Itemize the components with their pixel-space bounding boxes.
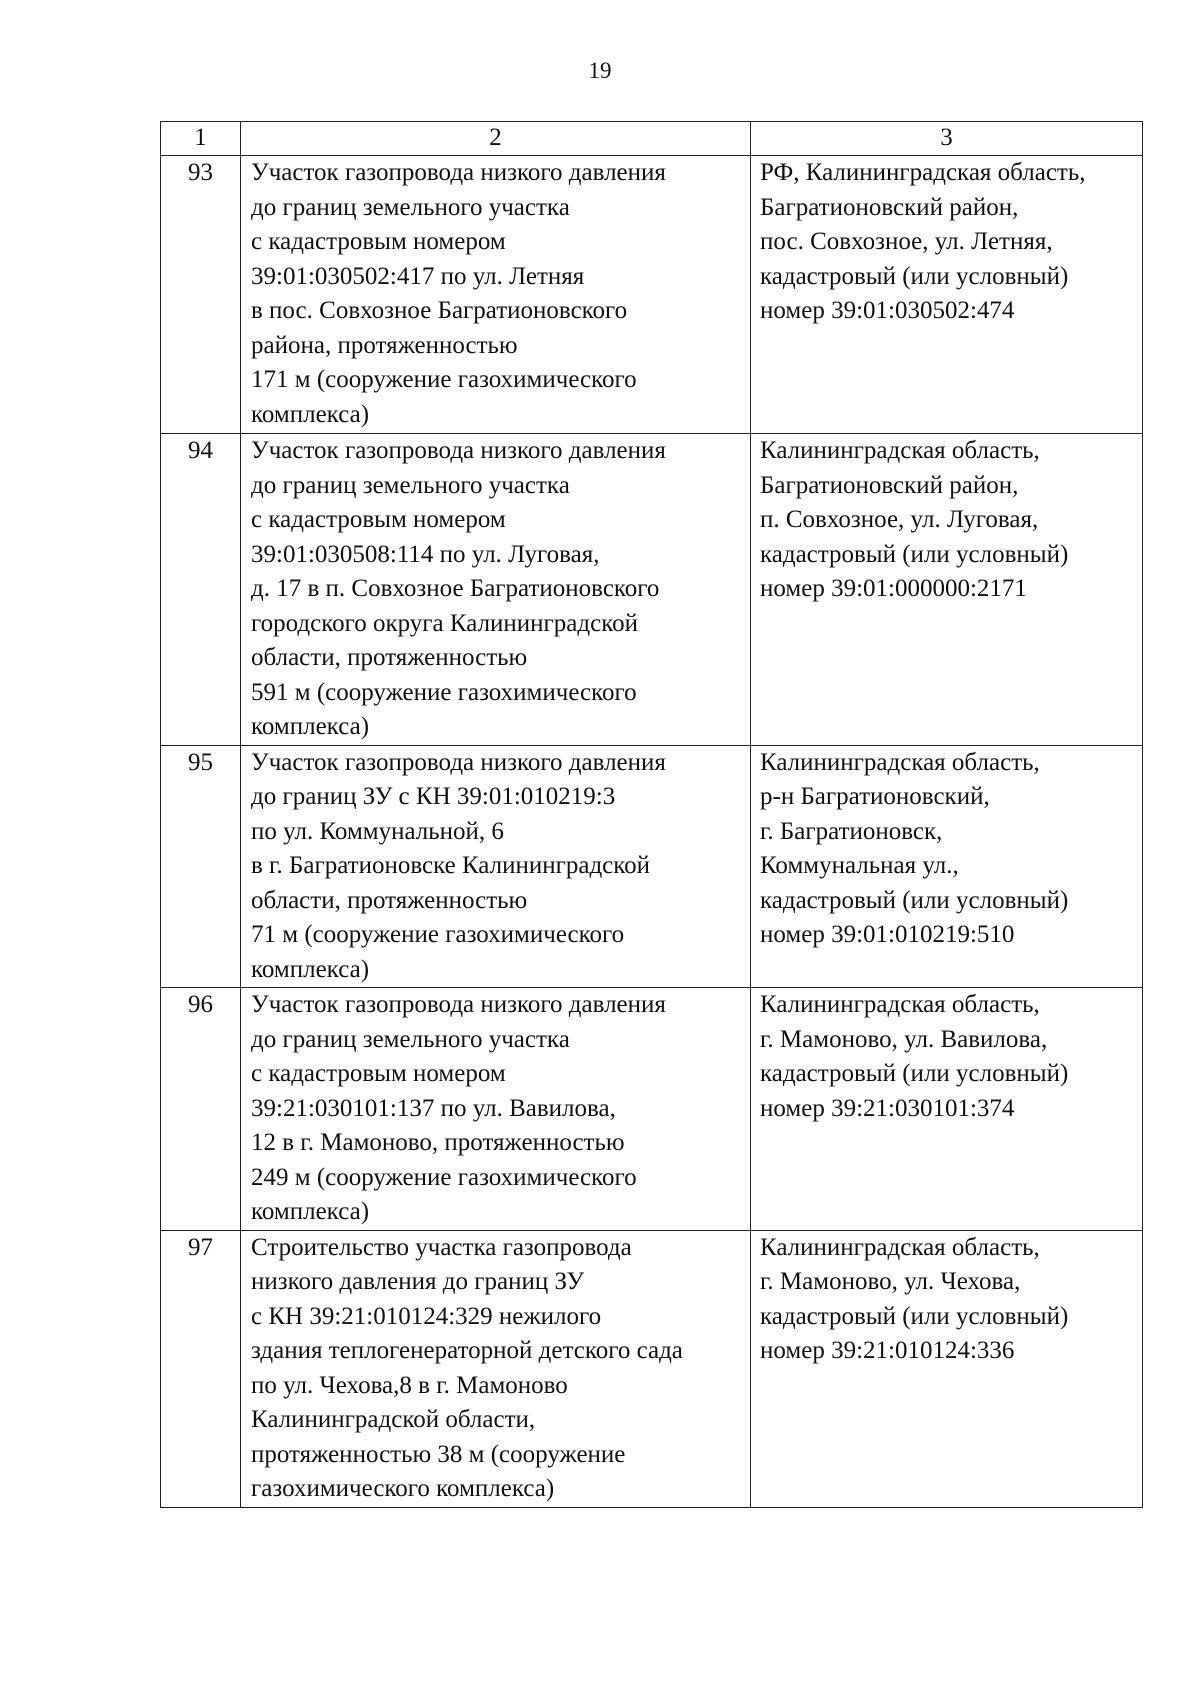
table-row [161, 434, 1143, 746]
table-row [161, 745, 1143, 988]
row-number: 93 [161, 156, 241, 434]
row-address: Калининградская область, р-н Багратионовский, г. Багратионовск, Коммунальная ул., кадастровый (или условный) номер 39:01:010219:510 [751, 745, 1143, 988]
row-address: РФ, Калининградская область, Багратионовский район, пос. Совхозное, ул. Летняя, кадастровый (или условный) номер 39:01:030502:474 [751, 156, 1143, 434]
row-number: 95 [161, 745, 241, 988]
page-number: 19 [588, 58, 612, 83]
row-description: Участок газопровода низкого давления до границ земельного участка с кадастровым номером 39:01:030508:114 по ул. Луговая, д. 17 в п. Совхозное Багратионовского городского округа Калининградской области, протяженностью 591 м (сооружение газохимического комплекса) [241, 434, 751, 746]
table-row [161, 1230, 1143, 1507]
row-address: Калининградская область, г. Мамоново, ул. Чехова, кадастровый (или условный) номер 39:21:010124:336 [751, 1230, 1143, 1507]
row-description: Участок газопровода низкого давления до границ ЗУ с КН 39:01:010219:3 по ул. Коммунальной, 6 в г. Багратионовске Калининградской области, протяженностью 71 м (сооружение газохимического комплекса) [241, 745, 751, 988]
column-header-address: 3 [751, 122, 1143, 156]
table-header-row [161, 122, 1143, 156]
row-number: 96 [161, 988, 241, 1231]
row-number: 94 [161, 434, 241, 746]
row-address: Калининградская область, г. Мамоново, ул. Вавилова, кадастровый (или условный) номер 39:21:030101:374 [751, 988, 1143, 1231]
row-number: 97 [161, 1230, 241, 1507]
column-header-number: 1 [161, 122, 241, 156]
row-address: Калининградская область, Багратионовский район, п. Совхозное, ул. Луговая, кадастровый (или условный) номер 39:01:000000:2171 [751, 434, 1143, 746]
objects-table [160, 121, 1143, 1508]
row-description: Участок газопровода низкого давления до границ земельного участка с кадастровым номером 39:01:030502:417 по ул. Летняя в пос. Совхозное Багратионовского района, протяженностью 171 м (сооружение газохимического комплекса) [241, 156, 751, 434]
row-description: Строительство участка газопровода низкого давления до границ ЗУ с КН 39:21:010124:329 нежилого здания теплогенераторной детского сада по ул. Чехова,8 в г. Мамоново Калининградской области, протяженностью 38 м (сооружение газохимического комплекса) [241, 1230, 751, 1507]
row-description: Участок газопровода низкого давления до границ земельного участка с кадастровым номером 39:21:030101:137 по ул. Вавилова, 12 в г. Мамоново, протяженностью 249 м (сооружение газохимического комплекса) [241, 988, 751, 1231]
column-header-description: 2 [241, 122, 751, 156]
table-row [161, 156, 1143, 434]
table-row [161, 988, 1143, 1231]
